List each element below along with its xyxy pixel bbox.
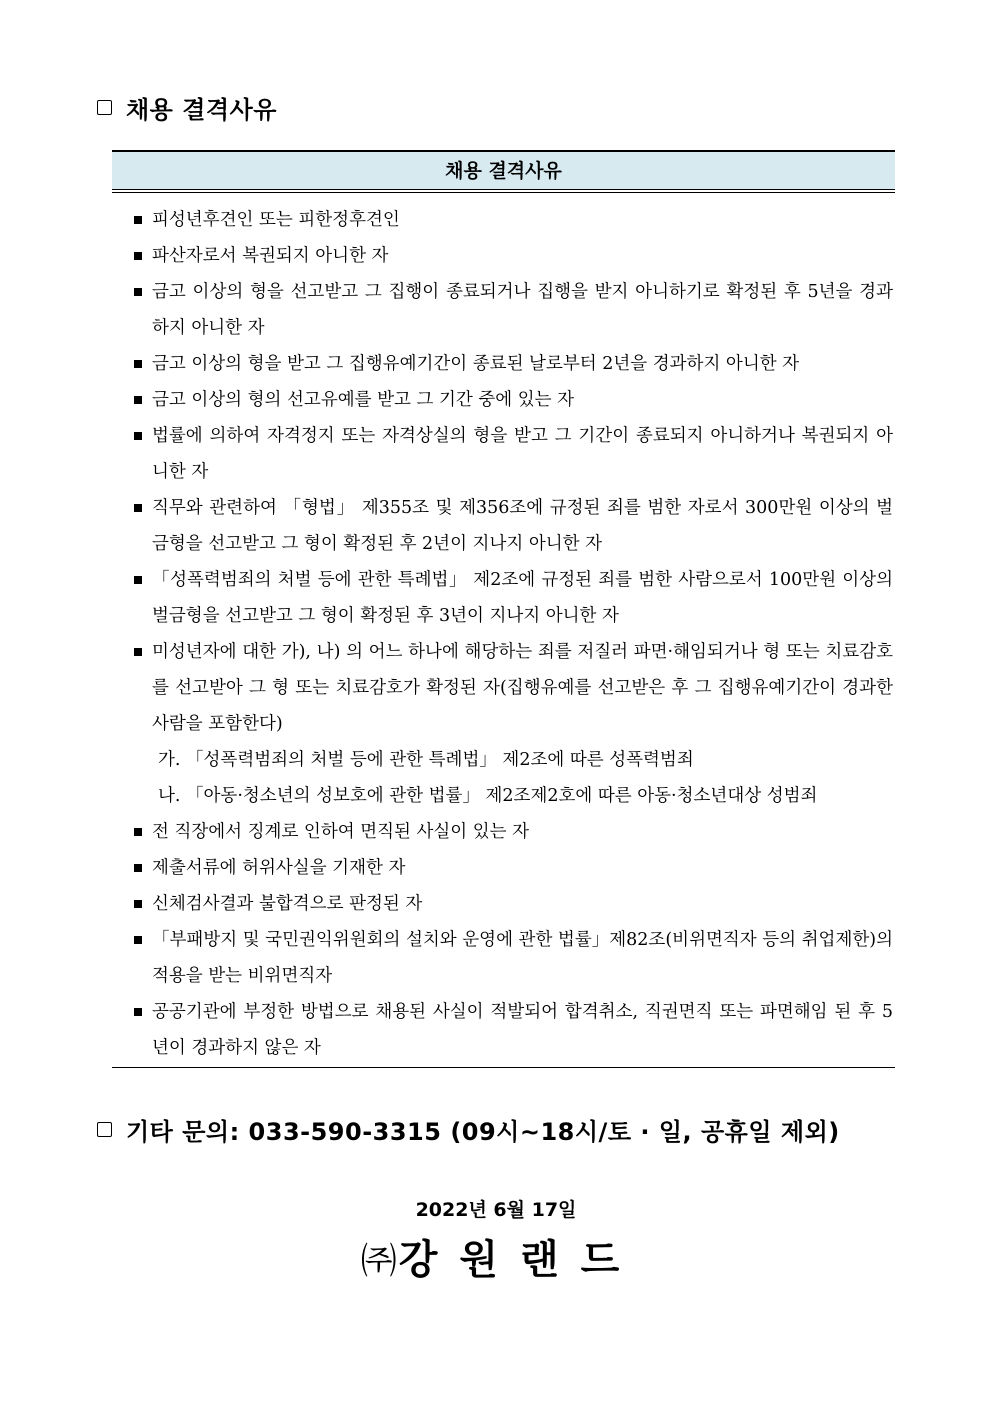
sub-item: 나. 「아동·청소년의 성보호에 관한 법률」 제2조제2호에 따른 아동·청소년대상 성범죄 [158, 786, 818, 806]
section-heading-contact [97, 1112, 840, 1147]
section-title: 채용 결격사유 [126, 96, 277, 124]
disqualification-list [132, 202, 893, 1066]
bullet-icon [134, 252, 142, 260]
company-name [0, 1228, 992, 1285]
document-date: 2022년 6월 17일 [415, 1199, 577, 1221]
list-item: 신체검사결과 불합격으로 판정된 자 [132, 886, 893, 922]
bullet-icon [134, 216, 142, 224]
bullet-icon [134, 576, 142, 584]
list-item: 피성년후견인 또는 피한정후견인 [132, 202, 893, 238]
bullet-icon [134, 432, 142, 440]
checkbox-icon [97, 1122, 112, 1137]
list-item: 「성폭력범죄의 처벌 등에 관한 특례법」 제2조에 규정된 죄를 범한 사람으로서 100만원 이상의 벌금형을 선고받고 그 형이 확정된 후 3년이 지나지 아니한 자 [132, 562, 893, 634]
company-prefix: ㈜ [360, 1241, 397, 1282]
list-item: 「부패방지 및 국민권익위원회의 설치와 운영에 관한 법률」제82조(비위면직자 등의 취업제한)의 적용을 받는 비위면직자 [132, 922, 893, 994]
section-heading-disqualification [97, 90, 277, 125]
list-item: 법률에 의하여 자격정지 또는 자격상실의 형을 받고 그 기간이 종료되지 아니하거나 복권되지 아니한 자 [132, 418, 893, 490]
company-title: 강원랜드 [398, 1237, 642, 1283]
checkbox-icon [97, 100, 112, 115]
list-item: 금고 이상의 형의 선고유예를 받고 그 기간 중에 있는 자 [132, 382, 893, 418]
list-item: 파산자로서 복권되지 아니한 자 [132, 238, 893, 274]
bullet-icon [134, 288, 142, 296]
bullet-icon [134, 360, 142, 368]
table-header: 채용 결격사유 [112, 152, 895, 190]
list-item: 제출서류에 허위사실을 기재한 자 [132, 850, 893, 886]
contact-info: 기타 문의: 033-590-3315 (09시~18시/토 · 일, 공휴일 제외) [126, 1118, 840, 1146]
disqualification-table [112, 150, 895, 1068]
bullet-icon [134, 1008, 142, 1016]
bullet-icon [134, 900, 142, 908]
bullet-icon [134, 864, 142, 872]
list-item: 미성년자에 대한 가), 나) 의 어느 하나에 해당하는 죄를 저질러 파면·해임되거나 형 또는 치료감호를 선고받아 그 형 또는 치료감호가 확정된 자(집행유예를 선고받은 후 그 집행유예기간이 경과한 사람을 포함한다) [132, 634, 893, 742]
list-item: 전 직장에서 징계로 인하여 면직된 사실이 있는 자 [132, 814, 893, 850]
bullet-icon [134, 936, 142, 944]
bullet-icon [134, 648, 142, 656]
list-item: 금고 이상의 형을 받고 그 집행유예기간이 종료된 날로부터 2년을 경과하지 아니한 자 [132, 346, 893, 382]
list-item: 공공기관에 부정한 방법으로 채용된 사실이 적발되어 합격취소, 직권면직 또는 파면해임 된 후 5년이 경과하지 않은 자 [132, 994, 893, 1066]
list-item: 직무와 관련하여 「형법」 제355조 및 제356조에 규정된 죄를 범한 자로서 300만원 이상의 벌금형을 선고받고 그 형이 확정된 후 2년이 지나지 아니한 자 [132, 490, 893, 562]
sub-item: 가. 「성폭력범죄의 처벌 등에 관한 특례법」 제2조에 따른 성폭력범죄 [158, 750, 694, 770]
bullet-icon [134, 504, 142, 512]
bullet-icon [134, 396, 142, 404]
list-item: 금고 이상의 형을 선고받고 그 집행이 종료되거나 집행을 받지 아니하기로 확정된 후 5년을 경과하지 아니한 자 [132, 274, 893, 346]
bullet-icon [134, 828, 142, 836]
